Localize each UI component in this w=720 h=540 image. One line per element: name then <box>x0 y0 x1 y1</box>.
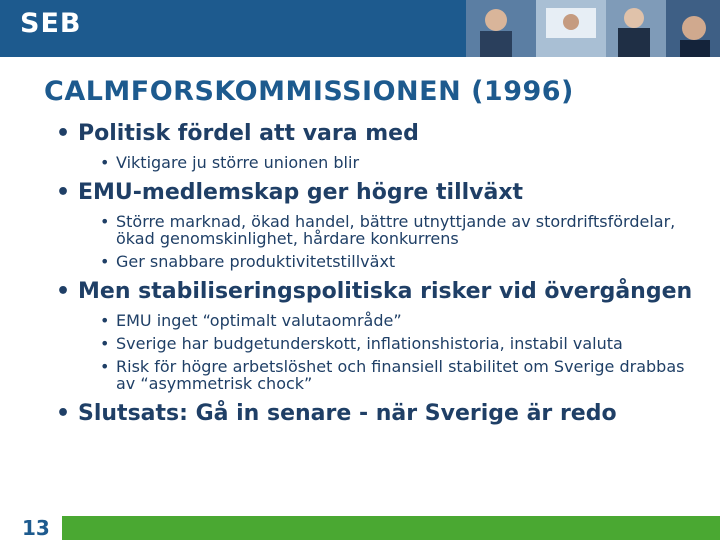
sub-bullet-1-1: • Viktigare ju större unionen blir <box>100 153 360 172</box>
slide-title: CALMFORSKOMMISSIONEN (1996) <box>44 76 574 107</box>
page-number: 13 <box>0 516 62 540</box>
bullet-2: • EMU-medlemskap ger högre tillväxt <box>56 180 524 205</box>
sub-bullet-2-2: • Ger snabbare produktivitetstillväxt <box>100 252 396 271</box>
bullet-4: • Slutsats: Gå in senare - när Sverige är redo <box>56 401 617 426</box>
header-bar <box>0 0 720 57</box>
sub-bullet-2-1: • Större marknad, ökad handel, bättre utnyttjande av stordriftsfördelar, ökad genomskinlighet, hårdare konkurrens <box>100 212 676 248</box>
bullet-3: • Men stabiliseringspolitiska risker vid övergången <box>56 279 693 304</box>
sub-bullet-3-2: • Sverige har budgetunderskott, inflationshistoria, instabil valuta <box>100 334 623 353</box>
seb-logo: SEB <box>20 8 82 39</box>
header-photo-strip <box>466 0 720 57</box>
bullet-1: • Politisk fördel att vara med <box>56 121 419 146</box>
sub-bullet-3-1: • EMU inget “optimalt valutaområde” <box>100 311 402 330</box>
sub-bullet-3-3: • Risk för högre arbetslöshet och finansiell stabilitet om Sverige drabbas av “asymmetrisk chock” <box>100 357 685 393</box>
photo-collage-image <box>466 0 720 57</box>
slide-content <box>56 122 696 434</box>
footer-bar <box>0 516 720 540</box>
